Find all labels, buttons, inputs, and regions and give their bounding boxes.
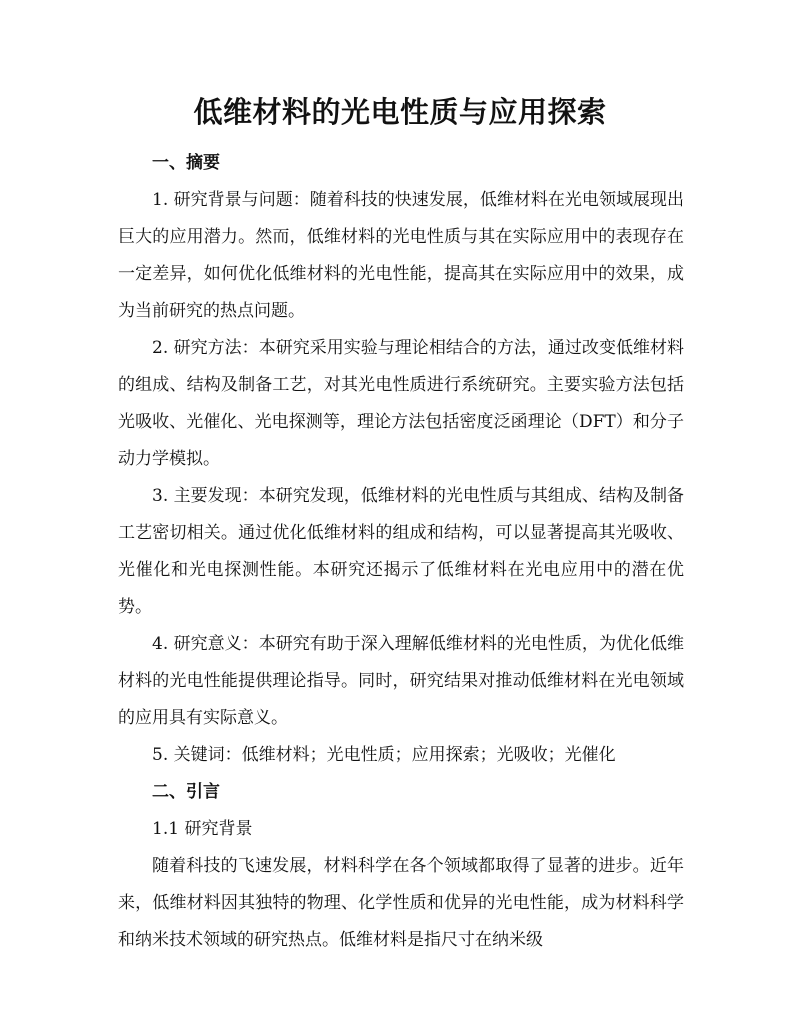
- abstract-paragraph-significance: 4. 研究意义：本研究有助于深入理解低维材料的光电性质，为优化低维材料的光电性能提供理论指导。同时，研究结果对推动低维材料在光电领域的应用具有实际意义。: [118, 634, 684, 728]
- section-heading-abstract: 一、摘要: [152, 153, 220, 173]
- document-title: 低维材料的光电性质与应用探索: [193, 95, 607, 129]
- introduction-paragraph: 随着科技的飞速发展，材料科学在各个领域都取得了显著的进步。近年来，低维材料因其独特的物理、化学性质和优异的光电性能，成为材料科学和纳米技术领域的研究热点。低维材料是指尺寸在纳米级: [118, 856, 684, 950]
- abstract-paragraph-findings: 3. 主要发现：本研究发现，低维材料的光电性质与其组成、结构及制备工艺密切相关。通过优化低维材料的组成和结构，可以显著提高其光吸收、光催化和光电探测性能。本研究还揭示了低维材料在光电应用中的潜在优势。: [118, 486, 684, 617]
- abstract-paragraph-keywords: 5. 关键词：低维材料；光电性质；应用探索；光吸收；光催化: [152, 745, 616, 765]
- abstract-paragraph-methods: 2. 研究方法：本研究采用实验与理论相结合的方法，通过改变低维材料的组成、结构及制备工艺，对其光电性质进行系统研究。主要实验方法包括光吸收、光催化、光电探测等，理论方法包括密度泛函理论（DFT）和分子动力学模拟。: [118, 338, 684, 469]
- document-body: [118, 145, 684, 959]
- section-heading-introduction: 二、引言: [152, 782, 220, 802]
- subsection-heading-background: 1.1 研究背景: [152, 819, 253, 839]
- abstract-paragraph-background: 1. 研究背景与问题：随着科技的快速发展，低维材料在光电领域展现出巨大的应用潜力。然而，低维材料的光电性质与其在实际应用中的表现存在一定差异，如何优化低维材料的光电性能，提高其在实际应用中的效果，成为当前研究的热点问题。: [118, 190, 684, 321]
